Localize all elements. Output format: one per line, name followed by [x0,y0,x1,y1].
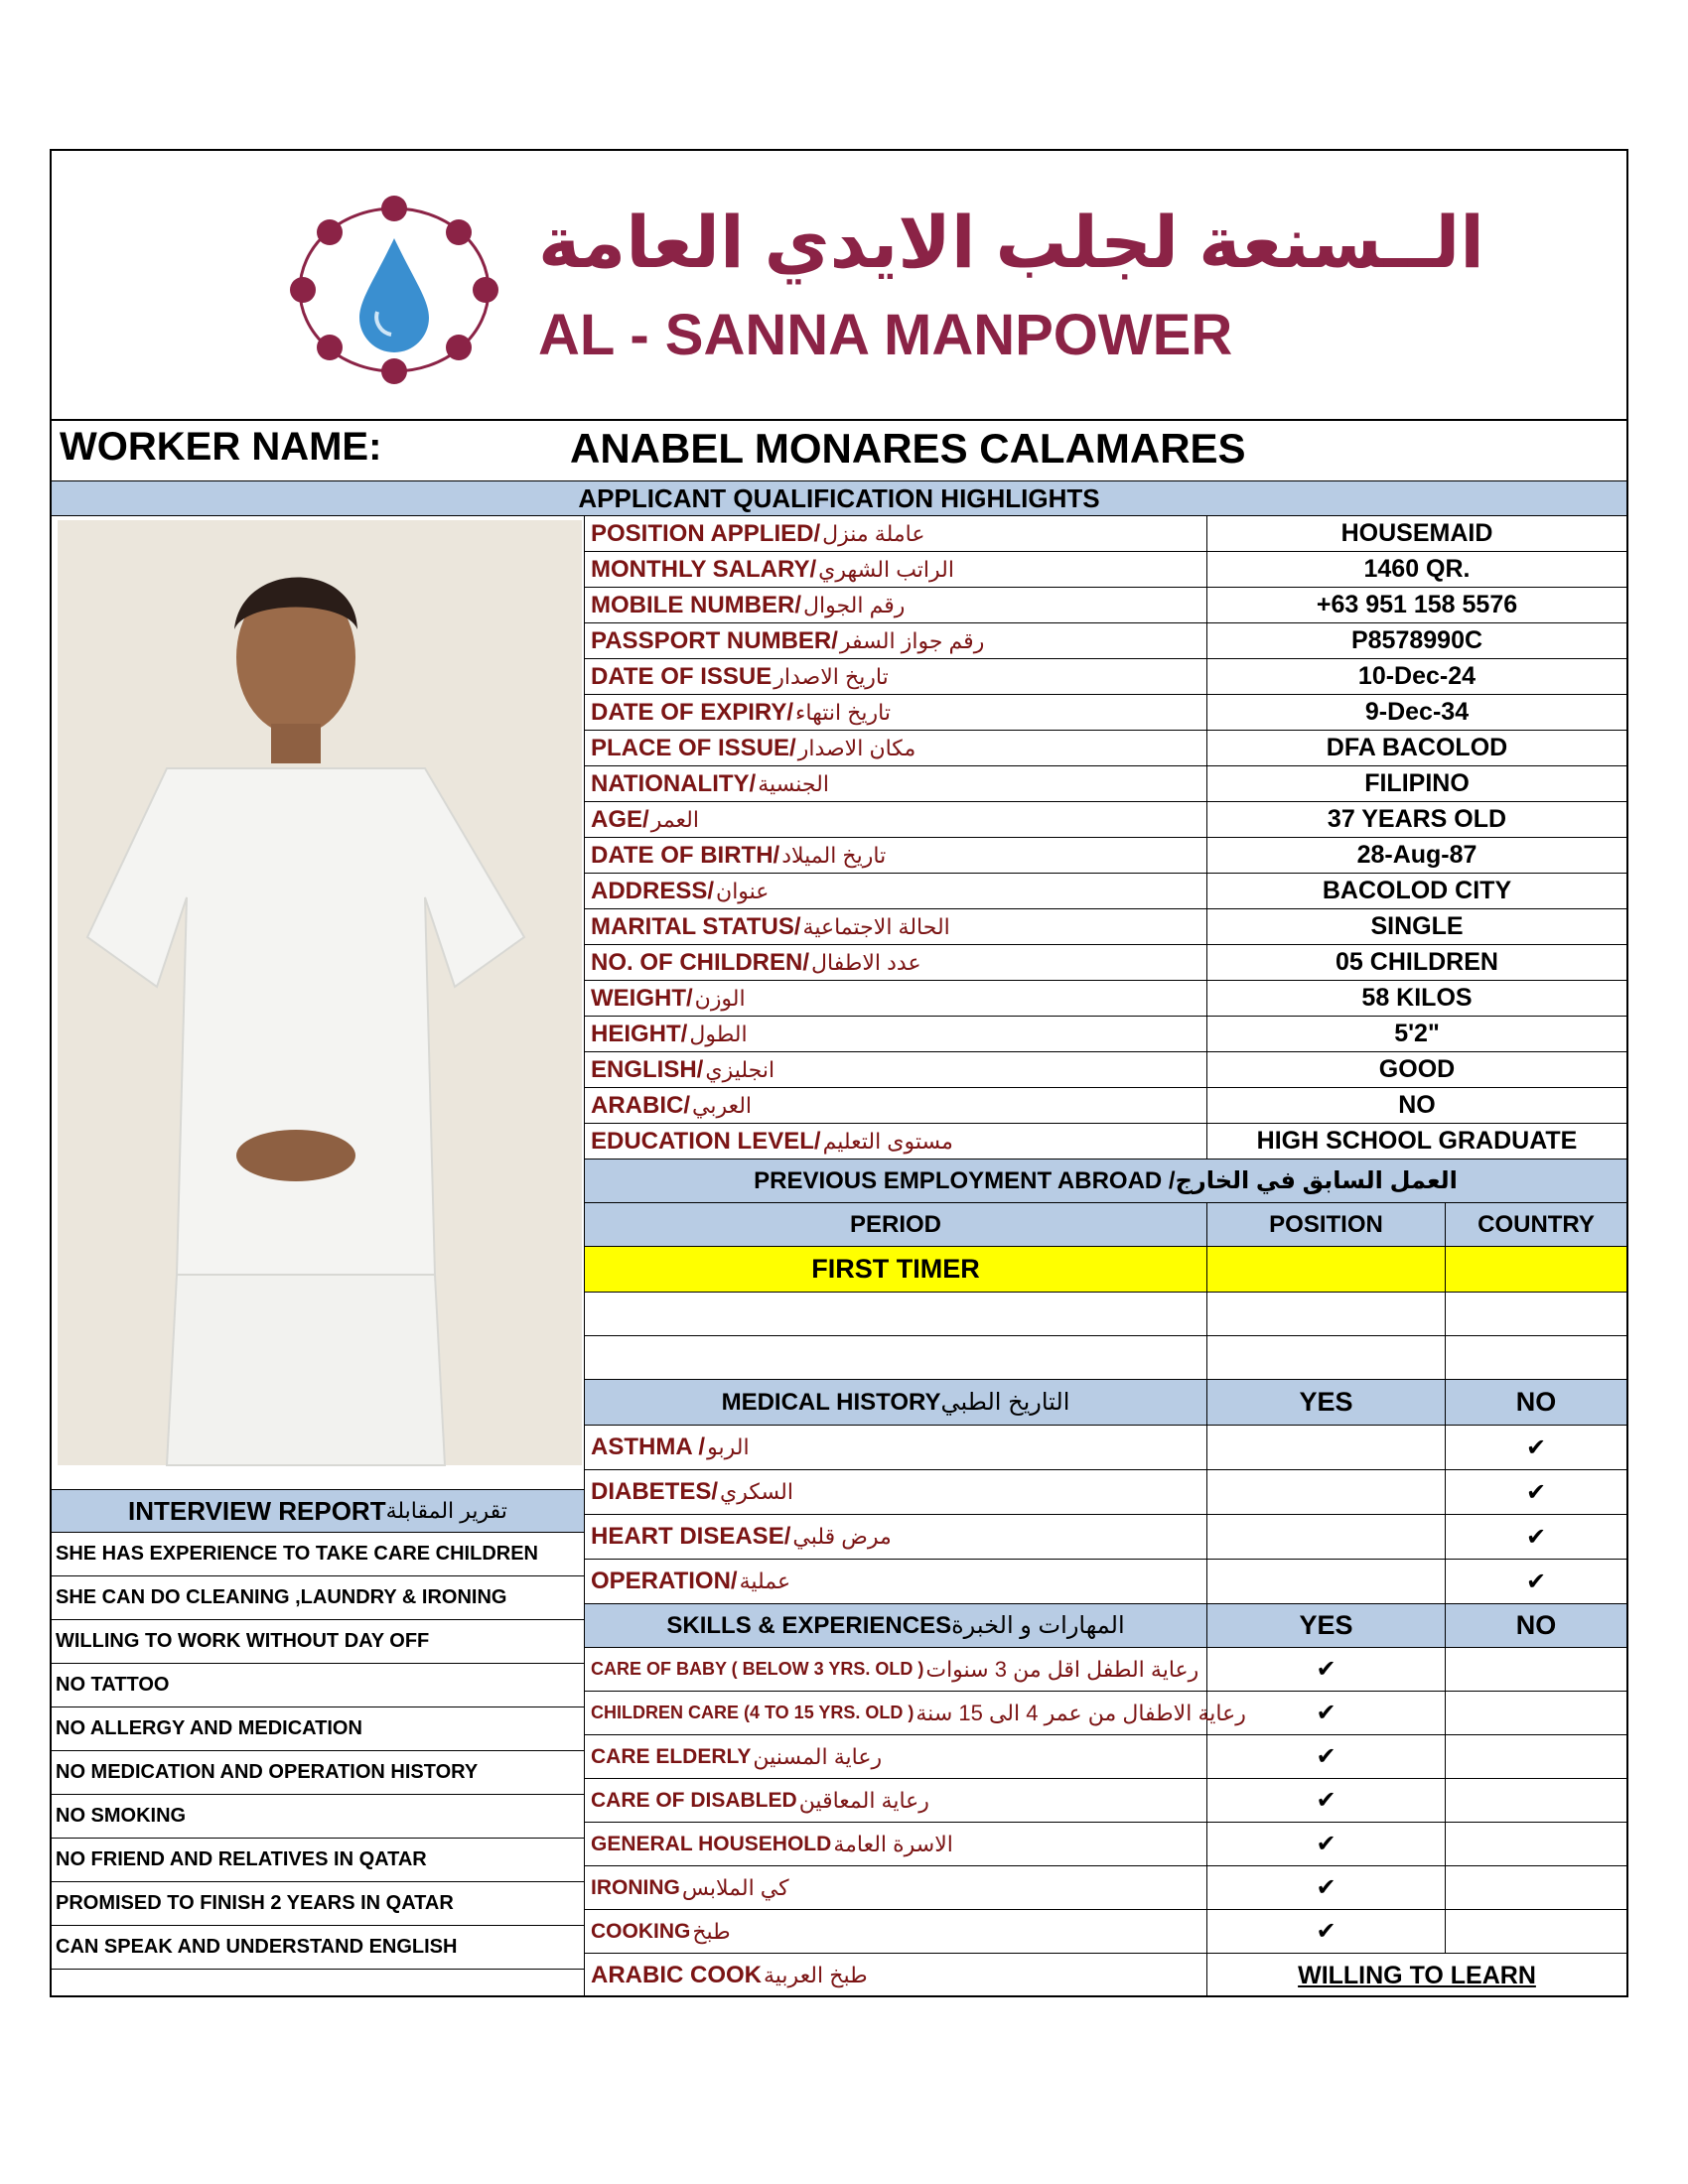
first-timer-cell: FIRST TIMER [584,1247,1207,1292]
detail-row [584,659,1626,695]
skill-label-en: IRONING [591,1875,680,1899]
detail-value: 58 KILOS [1361,984,1473,1012]
detail-label-ar: العمر [650,806,699,832]
skill-yes-cell [1207,1735,1446,1778]
detail-label-ar: عاملة منزل [822,520,925,546]
detail-row [584,766,1626,802]
detail-label-en: WEIGHT/ [591,984,693,1012]
skills-rows [584,1648,1626,1954]
detail-label [584,516,1207,551]
check-icon: ✔ [1316,1918,1336,1945]
detail-label-en: MONTHLY SALARY/ [591,555,817,583]
detail-label-ar: الطول [689,1021,748,1046]
country-header: COUNTRY [1477,1210,1595,1238]
employment-row [584,1247,1626,1293]
worker-name-row [52,419,1626,480]
medical-no-cell [1446,1426,1626,1469]
detail-value: DFA BACOLOD [1326,734,1508,761]
check-icon: ✔ [1525,1478,1547,1506]
detail-label-ar: تاريخ الاصدار [774,663,889,689]
detail-label-en: PLACE OF ISSUE/ [591,734,796,761]
skills-no-header: NO [1515,1610,1557,1640]
skill-no-cell [1446,1866,1626,1909]
agency-name-english: AL - SANNA MANPOWER [538,303,1233,367]
detail-value: SINGLE [1370,912,1464,940]
detail-label-ar: عدد الاطفال [811,949,921,975]
detail-label [584,1124,1207,1159]
detail-label [584,623,1207,658]
skill-no-cell [1446,1779,1626,1822]
skill-row [584,1648,1626,1692]
detail-value: 05 CHILDREN [1336,948,1498,976]
skills-header-row [584,1604,1626,1648]
detail-value: HIGH SCHOOL GRADUATE [1256,1127,1578,1155]
skill-label-ar: رعاية المسنين [753,1743,883,1769]
interview-rows [52,1533,584,2013]
detail-label-ar: عنوان [716,878,770,903]
detail-row [584,981,1626,1017]
skill-label [584,1866,1207,1909]
detail-label-en: DATE OF EXPIRY/ [591,698,794,726]
detail-label [584,945,1207,980]
detail-label-ar: رقم الجوال [803,592,906,617]
detail-label [584,838,1207,873]
medical-title [584,1380,1207,1425]
detail-label [584,695,1207,730]
interview-item: SHE CAN DO CLEANING ,LAUNDRY & IRONING [52,1576,584,1620]
skills-title-ar: المهارات و الخبرة [951,1612,1125,1639]
medical-label-en: HEART DISEASE/ [591,1523,791,1550]
detail-value: NO [1398,1091,1436,1119]
detail-value: P8578990C [1350,626,1483,654]
skill-label-en: CARE ELDERLY [591,1744,752,1768]
position-header: POSITION [1207,1203,1446,1246]
employment-empty-row [584,1293,1626,1336]
detail-label-en: DATE OF ISSUE [591,662,773,690]
skill-label [584,1910,1207,1953]
interview-item: PROMISED TO FINISH 2 YEARS IN QATAR [52,1882,584,1926]
medical-label [584,1560,1207,1603]
skill-yes-cell [1207,1692,1446,1734]
check-icon: ✔ [1525,1433,1547,1461]
detail-value: 5'2" [1394,1020,1440,1047]
interview-item: NO FRIEND AND RELATIVES IN QATAR [52,1839,584,1882]
interview-item: WILLING TO WORK WITHOUT DAY OFF [52,1620,584,1664]
skill-label-ar: الاسرة العامة [833,1831,953,1856]
medical-yes-cell [1207,1515,1446,1559]
medical-label-ar: مرض قلبي [792,1524,892,1549]
detail-value: +63 951 158 5576 [1316,591,1518,618]
detail-label-en: MOBILE NUMBER/ [591,591,801,618]
interview-item: NO MEDICATION AND OPERATION HISTORY [52,1751,584,1795]
detail-value: 1460 QR. [1363,555,1471,583]
skill-no-cell [1446,1910,1626,1953]
detail-label-ar: رقم جواز السفر [839,627,985,653]
arabic-cook-label [584,1954,1207,1997]
skill-label-ar: كي الملابس [681,1874,789,1900]
agency-header [52,151,1626,421]
detail-label [584,1017,1207,1051]
details-rows [584,516,1626,1160]
detail-label-en: PASSPORT NUMBER/ [591,626,838,654]
applicant-photo [58,520,582,1465]
skill-label [584,1692,1246,1734]
interview-title [52,1489,584,1533]
interview-item: NO SMOKING [52,1795,584,1839]
skill-yes-cell [1207,1823,1446,1865]
medical-yes-header: YES [1207,1380,1446,1425]
interview-item: NO ALLERGY AND MEDICATION [52,1707,584,1751]
arabic-cook-en: ARABIC COOK [591,1962,762,1988]
skill-row [584,1823,1626,1866]
worker-name-label: WORKER NAME: [60,425,382,469]
interview-report [52,1489,584,2013]
detail-row [584,623,1626,659]
skill-label [584,1779,1207,1822]
medical-no-cell [1446,1515,1626,1559]
check-icon: ✔ [1316,1700,1336,1726]
medical-label-en: ASTHMA / [591,1433,706,1460]
agency-name-arabic: الــسنعة لجلب الايدي العامة [538,204,1484,283]
check-icon: ✔ [1316,1787,1336,1814]
detail-value: 28-Aug-87 [1356,841,1477,869]
period-header: PERIOD [584,1203,1207,1246]
skill-yes-cell [1207,1648,1446,1691]
detail-row [584,1052,1626,1088]
detail-label-en: ARABIC/ [591,1091,690,1119]
detail-label-ar: الوزن [694,985,746,1011]
medical-row [584,1515,1626,1560]
skills-yes-header: YES [1207,1604,1446,1647]
medical-title-ar: التاريخ الطبي [940,1389,1070,1416]
medical-rows [584,1426,1626,1604]
interview-item: SHE HAS EXPERIENCE TO TAKE CARE CHILDREN [52,1533,584,1576]
detail-row [584,1124,1626,1160]
arabic-cook-row [584,1954,1626,1997]
position-cell [1207,1336,1446,1379]
skill-label [584,1823,1207,1865]
country-cell [1446,1336,1626,1379]
skill-label-en: CHILDREN CARE (4 TO 15 YRS. OLD ) [591,1703,914,1722]
medical-label-ar: الربو [707,1434,750,1459]
detail-label-en: DATE OF BIRTH/ [591,841,780,869]
skills-title-en: SKILLS & EXPERIENCES [666,1611,952,1639]
interview-empty-row [52,1970,584,2013]
detail-label-ar: مستوى التعليم [822,1128,953,1154]
skill-row [584,1735,1626,1779]
worker-name-value: ANABEL MONARES CALAMARES [570,425,1246,472]
detail-label-en: ENGLISH/ [591,1055,704,1083]
qualification-title: APPLICANT QUALIFICATION HIGHLIGHTS [52,480,1626,516]
detail-value: 10-Dec-24 [1357,662,1477,690]
detail-label [584,552,1207,587]
skill-label-en: COOKING [591,1919,691,1943]
interview-title-en: INTERVIEW REPORT [128,1495,386,1526]
skill-no-cell [1446,1735,1626,1778]
medical-yes-cell [1207,1560,1446,1603]
detail-label-ar: تاريخ انتهاء [795,699,891,725]
interview-item: CAN SPEAK AND UNDERSTAND ENGLISH [52,1926,584,1970]
medical-label [584,1470,1207,1514]
medical-label [584,1515,1207,1559]
detail-label [584,981,1207,1016]
detail-row [584,838,1626,874]
detail-value: HOUSEMAID [1340,519,1493,547]
skill-row [584,1910,1626,1954]
detail-row [584,874,1626,909]
detail-row [584,1088,1626,1124]
employment-header-row [584,1203,1626,1247]
country-cell [1446,1293,1626,1335]
skill-label-ar: رعاية الطفل اقل من 3 سنوات [925,1656,1199,1682]
detail-label-ar: العربي [692,1092,753,1118]
detail-label-en: ADDRESS/ [591,877,715,904]
applicant-photo-icon [58,520,582,1465]
detail-label-en: AGE/ [591,805,649,833]
biodata-sheet [50,149,1628,1997]
position-cell [1207,1247,1446,1292]
arabic-cook-ar: طبخ العربية [764,1963,868,1987]
detail-label-en: MARITAL STATUS/ [591,912,801,940]
detail-value: BACOLOD CITY [1322,877,1512,904]
skill-label-en: GENERAL HOUSEHOLD [591,1832,832,1855]
detail-label [584,1052,1207,1087]
skill-label-ar: طبخ [692,1918,731,1944]
detail-row [584,695,1626,731]
skill-row [584,1779,1626,1823]
detail-label-ar: الجنسية [758,770,829,796]
skill-label [584,1648,1207,1691]
skill-label-en: CARE OF BABY ( BELOW 3 YRS. OLD ) [591,1659,924,1679]
interview-title-ar: تقرير المقابلة [385,1498,507,1523]
arabic-cook-value: WILLING TO LEARN [1298,1961,1536,1989]
detail-label [584,1088,1207,1123]
detail-label-ar: مكان الاصدار [797,735,916,760]
interview-item: NO TATTOO [52,1664,584,1707]
detail-label-en: EDUCATION LEVEL/ [591,1127,821,1155]
check-icon: ✔ [1525,1523,1547,1551]
detail-label [584,588,1207,622]
detail-row [584,516,1626,552]
country-cell [1446,1247,1626,1292]
detail-label-en: NATIONALITY/ [591,769,757,797]
skill-yes-cell [1207,1910,1446,1953]
detail-row [584,731,1626,766]
detail-row [584,1017,1626,1052]
medical-header-row [584,1380,1626,1426]
check-icon: ✔ [1316,1656,1336,1683]
detail-label [584,802,1207,837]
detail-value: FILIPINO [1364,769,1470,797]
medical-label [584,1426,1207,1469]
detail-label-ar: انجليزي [705,1056,775,1082]
detail-value: 37 YEARS OLD [1327,805,1507,833]
skill-label-ar: رعاية المعاقين [798,1787,929,1813]
medical-label-en: DIABETES/ [591,1478,719,1505]
skill-label-ar: رعاية الاطفال من عمر 4 الى 15 سنة [915,1700,1246,1725]
medical-no-header: NO [1515,1387,1557,1417]
skill-yes-cell [1207,1866,1446,1909]
skill-row [584,1866,1626,1910]
detail-label-ar: الحالة الاجتماعية [802,913,950,939]
detail-label-ar: تاريخ الميلاد [781,842,887,868]
detail-label-en: NO. OF CHILDREN/ [591,948,809,976]
medical-title-en: MEDICAL HISTORY [721,1388,941,1416]
skill-label [584,1735,1207,1778]
detail-row [584,802,1626,838]
check-icon: ✔ [1316,1831,1336,1857]
employment-title: PREVIOUS EMPLOYMENT ABROAD /العمل السابق في الخارج [584,1160,1626,1202]
check-icon: ✔ [1525,1568,1547,1595]
skill-no-cell [1446,1648,1626,1691]
position-cell [1207,1293,1446,1335]
agency-logo-icon [280,191,508,389]
detail-row [584,945,1626,981]
medical-row [584,1426,1626,1470]
detail-label [584,874,1207,908]
medical-no-cell [1446,1560,1626,1603]
period-cell [584,1293,1207,1335]
medical-label-ar: عملية [739,1569,791,1593]
check-icon: ✔ [1316,1743,1336,1770]
detail-label-ar: الراتب الشهري [818,556,954,582]
skill-no-cell [1446,1823,1626,1865]
employment-title-row [584,1160,1626,1203]
medical-yes-cell [1207,1470,1446,1514]
check-icon: ✔ [1316,1874,1336,1901]
detail-row [584,552,1626,588]
medical-yes-cell [1207,1426,1446,1469]
medical-no-cell [1446,1470,1626,1514]
employment-empty-row [584,1336,1626,1380]
skill-label-en: CARE OF DISABLED [591,1788,797,1812]
detail-label [584,909,1207,944]
detail-label [584,731,1207,765]
detail-value: 9-Dec-34 [1364,698,1470,726]
details-grid [584,516,1626,1997]
medical-label-ar: السكري [720,1479,793,1504]
medical-row [584,1470,1626,1515]
detail-value: GOOD [1378,1055,1456,1083]
detail-label-en: POSITION APPLIED/ [591,519,821,547]
period-cell [584,1336,1207,1379]
detail-label [584,659,1207,694]
detail-row [584,909,1626,945]
medical-label-en: OPERATION/ [591,1568,738,1594]
skill-row [584,1692,1626,1735]
medical-row [584,1560,1626,1604]
detail-row [584,588,1626,623]
skills-title [584,1604,1207,1647]
detail-label [584,766,1207,801]
skill-no-cell [1446,1692,1626,1734]
skill-yes-cell [1207,1779,1446,1822]
detail-label-en: HEIGHT/ [591,1020,688,1047]
